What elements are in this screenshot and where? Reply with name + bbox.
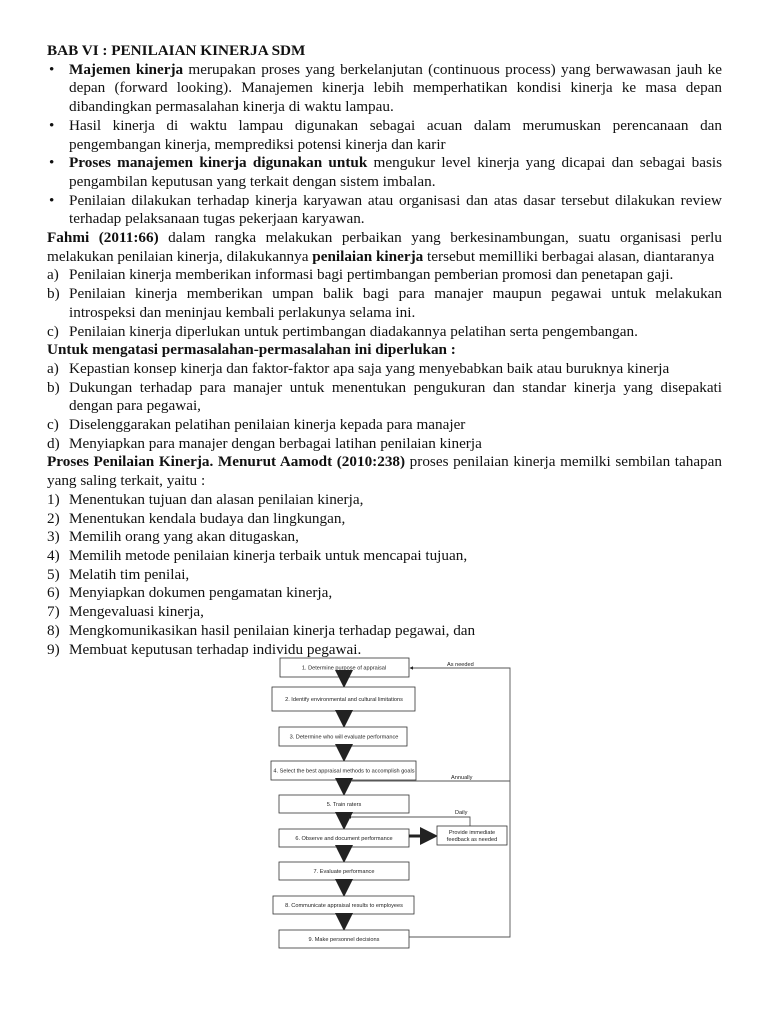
- process-step-label: 7. Evaluate performance: [313, 869, 375, 875]
- item-text: Membuat keputusan terhadap individu pegawai.: [69, 640, 362, 658]
- item-text: Menyiapkan para manajer dengan berbagai latihan penilaian kinerja: [69, 434, 482, 452]
- list-marker: 4): [47, 546, 60, 564]
- solution-item: [47, 435, 722, 454]
- bullet-item: [47, 61, 722, 117]
- list-marker: 6): [47, 584, 60, 602]
- solutions-list: [47, 360, 722, 454]
- bullet-item: [47, 192, 722, 229]
- item-text: Hasil kinerja di waktu lampau digunakan sebagai acuan dalam merumuskan perencanaan dan pengembangan kinerja, memprediksi potensi kinerja dan karir: [69, 116, 722, 153]
- list-marker: b): [47, 378, 60, 396]
- item-text: Penilaian kinerja memberikan informasi bagi pertimbangan pemberian promosi dan penetapan gaji.: [69, 266, 674, 284]
- item-text: Melatih tim penilai,: [69, 565, 190, 583]
- solution-item: [47, 379, 722, 416]
- list-marker: c): [47, 416, 59, 434]
- list-marker: d): [47, 434, 60, 452]
- page-title: BAB VI : PENILAIAN KINERJA SDM: [47, 42, 306, 59]
- item-text: Diselenggarakan pelatihan penilaian kinerja kepada para manajer: [69, 416, 466, 434]
- daily-loop-line: [348, 817, 470, 826]
- item-text: Mengevaluasi kinerja,: [69, 603, 204, 621]
- bullet-icon: •: [49, 116, 55, 134]
- list-marker: b): [47, 285, 60, 303]
- list-marker: 8): [47, 621, 60, 639]
- process-step-label: 9. Make personnel decisions: [308, 937, 380, 943]
- as-needed-loop-line: [409, 668, 510, 937]
- item-text: mengukur level kinerja yang dicapai dan sebagai basis pengambilan keputusan yang terkait dengan sistem imbalan.: [69, 154, 722, 190]
- step-item: [47, 510, 722, 529]
- appraisal-process-diagram: [255, 650, 525, 960]
- solution-item: [47, 416, 722, 435]
- list-marker: 9): [47, 640, 60, 658]
- fahmi-paragraph: Fahmi (2011:66) dalam rangka melakukan perbaikan yang berkesinambungan, suatu organisasi perlu melakukan penilaian kinerja, dilakukannya penilaian kinerja tersebut memilliki berbagai alasan, diantaranya: [47, 229, 722, 265]
- item-text: merupakan proses yang berkelanjutan (continuous process) yang berwawasan jauh ke depan (forward looking). Manajemen kinerja lebih memperhatikan kondisi kinerja ke masa depan dibandingkan permasalahan kinerja di waktu lampau.: [69, 60, 723, 116]
- step-item: [47, 584, 722, 603]
- bullet-icon: •: [49, 191, 55, 209]
- bold-term: Proses manajemen kinerja digunakan untuk: [69, 154, 368, 172]
- bold-term: Majemen kinerja: [69, 60, 184, 78]
- steps-list: [47, 491, 722, 659]
- reason-item: [47, 266, 722, 285]
- item-text: Penilaian dilakukan terhadap kinerja karyawan atau organisasi dan atas dasar tersebut dilakukan review terhadap pelaksanaan tugas pekerjaan karyawan.: [69, 191, 722, 228]
- reasons-list: [47, 266, 722, 341]
- label-as-needed: As needed: [447, 662, 474, 668]
- feedback-line-2: feedback as needed: [446, 837, 498, 843]
- list-marker: a): [47, 266, 59, 284]
- item-text: Menentukan kendala budaya dan lingkungan,: [69, 509, 346, 527]
- label-daily: Daily: [455, 810, 468, 816]
- bullet-list: [47, 61, 722, 229]
- process-step-label: 3. Determine who will evaluate performance: [289, 734, 399, 741]
- process-step-label: 6. Observe and document performance: [295, 836, 393, 842]
- process-step-label: 2. Identify environmental and cultural limitations: [285, 697, 403, 703]
- reason-item: [47, 323, 722, 342]
- item-text: Menyiapkan dokumen pengamatan kinerja,: [69, 584, 333, 602]
- step-item: [47, 566, 722, 585]
- step-item: [47, 491, 722, 510]
- bullet-icon: •: [49, 60, 55, 78]
- list-marker: 7): [47, 603, 60, 621]
- item-text: Menentukan tujuan dan alasan penilaian kinerja,: [69, 490, 364, 508]
- process-step-label: 1. Determine purpose of appraisal: [301, 665, 387, 672]
- solution-item: [47, 360, 722, 379]
- item-text: Mengkomunikasikan hasil penilaian kinerja terhadap pegawai, dan: [69, 621, 476, 639]
- item-text: Penilaian kinerja memberikan umpan balik bagi para manajer maupun pegawai untuk melakukan introspeksi dan meninjau kembali perlakunya selama ini.: [69, 285, 722, 321]
- list-marker: a): [47, 359, 59, 377]
- item-text: Dukungan terhadap para manajer untuk menentukan pengukuran dan standar kinerja yang disepakati dengan para pegawai,: [69, 378, 722, 415]
- list-marker: 5): [47, 565, 60, 583]
- step-item: [47, 603, 722, 622]
- bullet-item: [47, 117, 722, 154]
- list-marker: 3): [47, 528, 60, 546]
- label-annually: Annually: [451, 775, 473, 781]
- process-step-label: 5. Train raters: [326, 802, 362, 808]
- feedback-line-1: Provide immediate: [448, 830, 496, 836]
- document-body: [47, 42, 722, 659]
- step-item: [47, 622, 722, 641]
- solutions-heading: Untuk mengatasi permasalahan-permasalahan ini diperlukan :: [47, 341, 456, 359]
- item-text: Kepastian konsep kinerja dan faktor-faktor apa saja yang menyebabkan baik atau buruknya kinerja: [69, 359, 670, 377]
- list-marker: 2): [47, 509, 60, 527]
- list-marker: 1): [47, 490, 60, 508]
- item-text: Memilih metode penilaian kinerja terbaik untuk mencapai tujuan,: [69, 546, 468, 564]
- process-paragraph: Proses Penilaian Kinerja. Menurut Aamodt (2010:238) proses penilaian kinerja memilki sembilan tahapan yang saling terkait, yaitu :: [47, 453, 722, 490]
- item-text: Memilih orang yang akan ditugaskan,: [69, 528, 299, 546]
- step-item: [47, 528, 722, 547]
- step-item: [47, 547, 722, 566]
- bullet-icon: •: [49, 154, 55, 172]
- process-step-label: 8. Communicate appraisal results to employees: [285, 903, 403, 909]
- bullet-item: [47, 154, 722, 191]
- reason-item: [47, 285, 722, 322]
- process-step-label: 4. Select the best appraisal methods to accomplish goals: [273, 768, 415, 775]
- list-marker: c): [47, 322, 59, 340]
- item-text: Penilaian kinerja diperlukan untuk pertimbangan diadakannya pelatihan serta pengembangan.: [69, 322, 638, 340]
